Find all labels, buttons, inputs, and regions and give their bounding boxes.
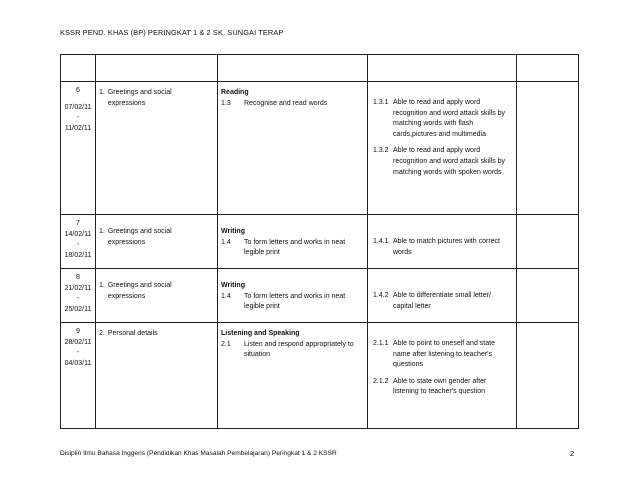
standard-number: 1.3	[221, 99, 231, 107]
header-cell	[96, 55, 218, 82]
standard-text: Recognise and read words	[244, 99, 328, 107]
learning-outcomes-cell	[368, 82, 517, 215]
theme-number: 1.	[99, 282, 105, 289]
theme-line: Greetings and social	[107, 89, 172, 96]
standard-number: 1.4	[221, 292, 231, 300]
notes-cell	[517, 323, 579, 429]
standard-cell	[218, 323, 368, 429]
page-header: KSSR PEND. KHAS (BP) PERINGKAT 1 & 2 SK. SUNGAI TERAP	[60, 28, 284, 37]
notes-cell	[517, 215, 579, 269]
header-cell	[61, 55, 96, 82]
standard-cell	[218, 269, 368, 323]
date-dash: -	[76, 241, 80, 249]
theme-item	[99, 329, 214, 340]
standard-text: To form letters and works in neat legible print	[244, 292, 346, 311]
week-cell	[61, 323, 96, 429]
date-from: 14/02/11	[64, 230, 92, 238]
learning-outcome	[371, 377, 513, 398]
date-to: 04/03/11	[64, 359, 92, 367]
theme-number: 2.	[99, 330, 105, 337]
lo-code: 1.3.2	[373, 147, 389, 155]
lo-text: Able to read and apply word recognition and word attack skills by matching words with flash cards,pictures and multimedia	[393, 99, 506, 138]
week-number: 8	[76, 274, 80, 281]
page-footer: Disiplin Ilmu Bahasa Inggeris (Pendidikan Khas Masalah Pembelajaran) Peringkat 1 & 2 KSSR	[60, 450, 337, 457]
lo-text: Able to read and apply word recognition and word attack skills by matching words with spoken words	[393, 147, 506, 176]
theme-line: Greetings and social	[107, 282, 172, 289]
lo-code: 2.1.2	[373, 377, 389, 385]
skill-heading: Listening and Speaking	[221, 330, 300, 337]
week-number: 7	[76, 220, 80, 227]
date-from: 28/02/11	[64, 338, 92, 346]
content-standard	[221, 292, 364, 313]
theme-number: 1.	[99, 89, 105, 96]
skill-heading: Writing	[221, 282, 245, 289]
date-dash: -	[76, 295, 80, 303]
week-cell	[61, 215, 96, 269]
date-to: 25/02/11	[64, 305, 92, 313]
skill-heading: Writing	[221, 228, 245, 235]
learning-outcomes-cell	[368, 269, 517, 323]
header-cell	[517, 55, 579, 82]
date-to: 11/02/11	[64, 124, 92, 132]
learning-outcome	[371, 237, 513, 258]
notes-cell	[517, 269, 579, 323]
theme-line: Personal details	[107, 330, 158, 337]
notes-cell	[517, 82, 579, 215]
content-standard	[221, 99, 364, 110]
lo-text: Able to point to oneself and state name after listening to teacher's questions	[393, 340, 495, 369]
week-cell	[61, 82, 96, 215]
lo-text: Able to state own gender after listening to teacher's question	[393, 377, 487, 396]
date-to: 18/02/11	[64, 251, 92, 259]
table-row	[61, 82, 579, 215]
lo-code: 2.1.1	[373, 340, 389, 347]
theme-line: Greetings and social	[107, 228, 172, 235]
standard-number: 2.1	[221, 340, 231, 348]
learning-outcomes-cell	[368, 215, 517, 269]
date-dash: -	[76, 349, 80, 357]
date-from: 07/02/11	[64, 103, 92, 111]
theme-line: expressions	[107, 238, 146, 246]
scheme-of-work-table	[60, 54, 579, 429]
learning-outcome	[371, 98, 513, 140]
standard-number: 1.4	[221, 238, 231, 246]
lo-text: Able to match pictures with correct words	[393, 238, 500, 256]
date-from: 21/02/11	[64, 284, 92, 292]
week-number: 6	[76, 87, 80, 94]
theme-text	[108, 88, 214, 109]
theme-text	[108, 227, 214, 248]
date-dash: -	[76, 114, 80, 122]
theme-number: 1.	[99, 228, 105, 235]
lo-text: Able to differentiate small letter/ capital letter	[393, 292, 491, 310]
learning-outcomes-cell	[368, 323, 517, 429]
header-cell	[218, 55, 368, 82]
theme-line: expressions	[107, 292, 146, 300]
week-cell	[61, 269, 96, 323]
theme-cell	[96, 215, 218, 269]
table-header-row	[61, 55, 579, 82]
theme-item	[99, 227, 214, 248]
table-row	[61, 215, 579, 269]
learning-outcome	[371, 291, 513, 312]
lo-code: 1.3.1	[373, 99, 389, 106]
standard-text: To form letters and works in neat legible print	[244, 238, 346, 257]
standard-cell	[218, 215, 368, 269]
page-number: 2	[570, 449, 575, 458]
learning-outcome	[371, 339, 513, 371]
theme-item	[99, 88, 214, 109]
theme-cell	[96, 82, 218, 215]
header-cell	[368, 55, 517, 82]
theme-line: expressions	[107, 99, 146, 107]
week-number: 9	[76, 328, 80, 335]
content-standard	[221, 238, 364, 259]
learning-outcome	[371, 146, 513, 178]
table-row	[61, 323, 579, 429]
theme-text	[108, 281, 214, 302]
standard-text: Listen and respond appropriately to situation	[244, 340, 354, 359]
theme-cell	[96, 323, 218, 429]
theme-item	[99, 281, 214, 302]
table-row	[61, 269, 579, 323]
content-standard	[221, 340, 364, 361]
theme-cell	[96, 269, 218, 323]
standard-cell	[218, 82, 368, 215]
lo-code: 1.4.1	[373, 238, 389, 245]
lo-code: 1.4.2	[373, 292, 389, 299]
theme-text	[108, 329, 214, 340]
skill-heading: Reading	[221, 89, 249, 96]
